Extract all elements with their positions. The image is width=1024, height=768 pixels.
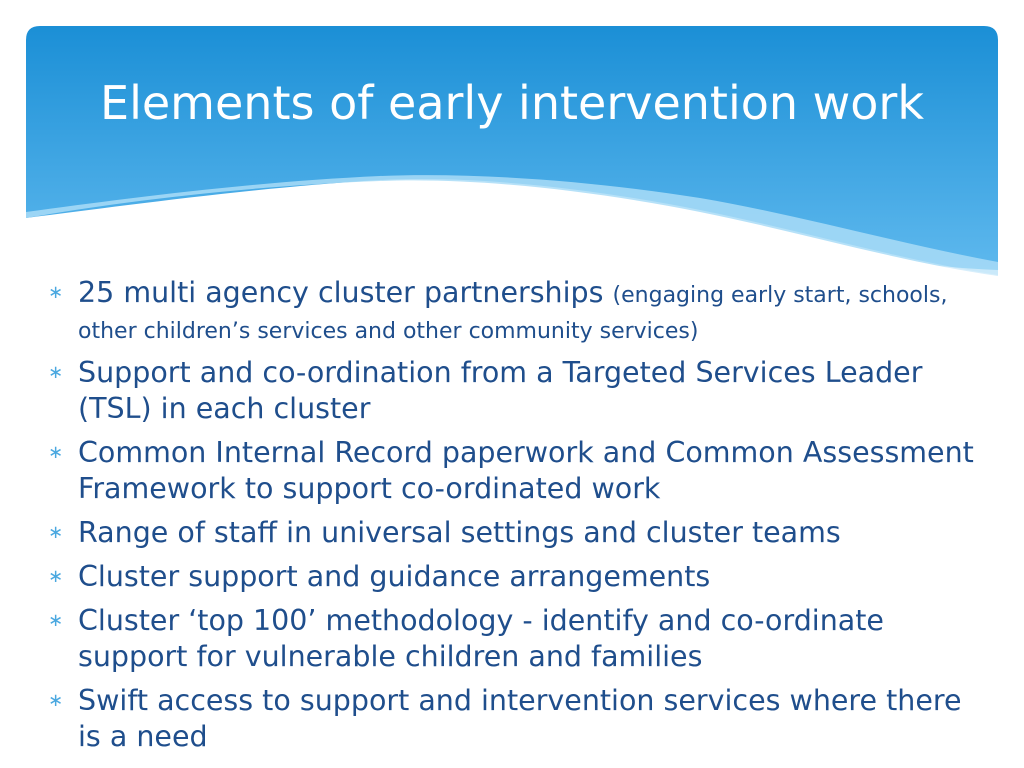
header-banner bbox=[0, 0, 1024, 280]
bullet-item bbox=[48, 603, 978, 675]
bullet-list bbox=[48, 275, 978, 763]
asterisk-bullet-icon: ∗ bbox=[48, 362, 64, 383]
bullet-item bbox=[48, 515, 978, 551]
asterisk-bullet-icon: ∗ bbox=[48, 610, 64, 631]
bullet-text: Range of staff in universal settings and cluster teams bbox=[78, 516, 841, 549]
bullet-text: Cluster support and guidance arrangements bbox=[78, 560, 711, 593]
bullet-note: (engaging early start, schools, other children’s services and other community services) bbox=[78, 283, 948, 344]
bullet-item bbox=[48, 355, 978, 427]
bullet-item bbox=[48, 559, 978, 595]
bullet-text: Swift access to support and intervention services where there is a need bbox=[78, 684, 962, 753]
bullet-item bbox=[48, 275, 978, 347]
bullet-item bbox=[48, 683, 978, 755]
bullet-text: 25 multi agency cluster partnerships bbox=[78, 276, 604, 309]
bullet-text: Common Internal Record paperwork and Common Assessment Framework to support co-ordinated work bbox=[78, 436, 974, 505]
asterisk-bullet-icon: ∗ bbox=[48, 566, 64, 587]
bullet-item bbox=[48, 435, 978, 507]
asterisk-bullet-icon: ∗ bbox=[48, 522, 64, 543]
bullet-text: Support and co-ordination from a Targeted Services Leader (TSL) in each cluster bbox=[78, 356, 923, 425]
asterisk-bullet-icon: ∗ bbox=[48, 282, 64, 303]
asterisk-bullet-icon: ∗ bbox=[48, 442, 64, 463]
bullet-text: Cluster ‘top 100’ methodology - identify and co-ordinate support for vulnerable children and families bbox=[78, 604, 884, 673]
slide-title: Elements of early intervention work bbox=[100, 76, 924, 130]
asterisk-bullet-icon: ∗ bbox=[48, 690, 64, 711]
